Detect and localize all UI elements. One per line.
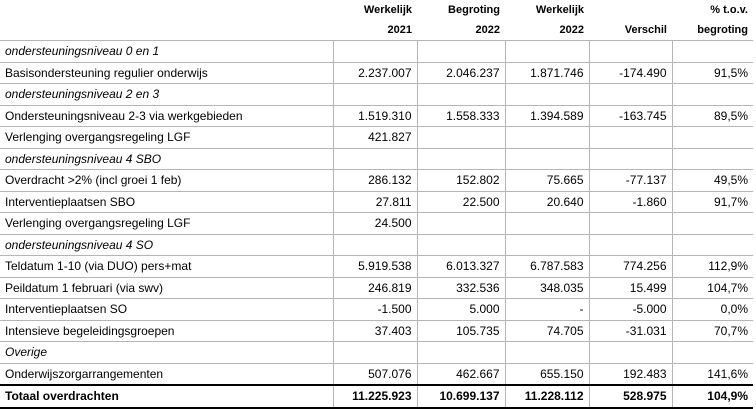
section-label: Overige: [0, 342, 333, 364]
werkelijk-2021-cell: 27.811: [333, 191, 417, 213]
begroting-2022-cell: 22.500: [417, 191, 505, 213]
row-label: Onderwijszorgarrangementen: [0, 363, 333, 385]
empty-cell: [505, 84, 589, 106]
verschil-cell: [589, 213, 672, 235]
percentage-cell: 0,0%: [672, 299, 753, 321]
empty-cell: [672, 41, 753, 63]
empty-cell: [417, 342, 505, 364]
total-werkelijk-2022: 11.228.112: [505, 385, 589, 408]
total-verschil: 528.975: [589, 385, 672, 408]
table-row: [0, 105, 753, 127]
header-cell: [589, 0, 672, 20]
table-row: [0, 191, 753, 213]
header-cell: Begroting: [448, 4, 500, 16]
header-cell: begroting: [672, 20, 753, 41]
werkelijk-2021-cell: 37.403: [333, 320, 417, 342]
begroting-2022-cell: 332.536: [417, 277, 505, 299]
header-cell: 2022: [505, 20, 589, 41]
empty-cell: [672, 342, 753, 364]
percentage-cell: 89,5%: [672, 105, 753, 127]
total-percentage: 104,9%: [672, 385, 753, 408]
section-label: ondersteuningsniveau 2 en 3: [0, 84, 333, 106]
begroting-2022-cell: 105.735: [417, 320, 505, 342]
werkelijk-2022-cell: 20.640: [505, 191, 589, 213]
begroting-2022-cell: 462.667: [417, 363, 505, 385]
empty-cell: [333, 234, 417, 256]
header-cell: % t.o.v.: [710, 4, 748, 16]
header-row-1: [0, 0, 753, 20]
section-header-row: [0, 148, 753, 170]
section-header-row: [0, 342, 753, 364]
percentage-cell: 104,7%: [672, 277, 753, 299]
percentage-cell: [672, 127, 753, 149]
empty-cell: [505, 148, 589, 170]
werkelijk-2022-cell: 348.035: [505, 277, 589, 299]
verschil-cell: -174.490: [589, 62, 672, 84]
header-cell: 2021: [333, 20, 417, 41]
table-row: [0, 256, 753, 278]
werkelijk-2022-cell: [505, 213, 589, 235]
header-cell: Werkelijk: [363, 4, 412, 16]
total-label: Totaal overdrachten: [0, 385, 333, 408]
empty-cell: [589, 148, 672, 170]
werkelijk-2021-cell: 5.919.538: [333, 256, 417, 278]
begroting-2022-cell: 6.013.327: [417, 256, 505, 278]
header-cell: Verschil: [589, 20, 672, 41]
werkelijk-2022-cell: [505, 127, 589, 149]
percentage-cell: [672, 213, 753, 235]
werkelijk-2022-cell: 1.871.746: [505, 62, 589, 84]
begroting-2022-cell: 5.000: [417, 299, 505, 321]
empty-cell: [589, 342, 672, 364]
row-label: Basisondersteuning regulier onderwijs: [0, 62, 333, 84]
header-cell: Werkelijk: [535, 4, 584, 16]
empty-cell: [333, 148, 417, 170]
empty-cell: [333, 41, 417, 63]
total-werkelijk-2021: 11.225.923: [333, 385, 417, 408]
empty-cell: [672, 234, 753, 256]
werkelijk-2021-cell: 421.827: [333, 127, 417, 149]
row-label: Verlenging overgangsregeling LGF: [0, 127, 333, 149]
werkelijk-2021-cell: 2.237.007: [333, 62, 417, 84]
verschil-cell: -163.745: [589, 105, 672, 127]
werkelijk-2022-cell: 655.150: [505, 363, 589, 385]
verschil-cell: -1.860: [589, 191, 672, 213]
table-row: [0, 363, 753, 385]
werkelijk-2021-cell: 1.519.310: [333, 105, 417, 127]
section-header-row: [0, 84, 753, 106]
percentage-cell: 91,5%: [672, 62, 753, 84]
section-label: ondersteuningsniveau 0 en 1: [0, 41, 333, 63]
table-row: [0, 277, 753, 299]
begroting-2022-cell: [417, 127, 505, 149]
row-label: Overdracht >2% (incl groei 1 feb): [0, 170, 333, 192]
werkelijk-2022-cell: 74.705: [505, 320, 589, 342]
total-row: [0, 385, 753, 408]
verschil-cell: -31.031: [589, 320, 672, 342]
row-label: Peildatum 1 februari (via swv): [0, 277, 333, 299]
begroting-2022-cell: [417, 213, 505, 235]
verschil-cell: 192.483: [589, 363, 672, 385]
section-header-row: [0, 41, 753, 63]
empty-cell: [505, 234, 589, 256]
begroting-2022-cell: 1.558.333: [417, 105, 505, 127]
werkelijk-2021-cell: 286.132: [333, 170, 417, 192]
empty-cell: [417, 234, 505, 256]
table-row: [0, 127, 753, 149]
empty-cell: [417, 41, 505, 63]
row-label: Intensieve begeleidingsgroepen: [0, 320, 333, 342]
row-label: Interventieplaatsen SO: [0, 299, 333, 321]
section-label: ondersteuningsniveau 4 SBO: [0, 148, 333, 170]
empty-cell: [505, 342, 589, 364]
werkelijk-2021-cell: -1.500: [333, 299, 417, 321]
percentage-cell: 141,6%: [672, 363, 753, 385]
werkelijk-2022-cell: 6.787.583: [505, 256, 589, 278]
werkelijk-2022-cell: 75.665: [505, 170, 589, 192]
empty-cell: [505, 41, 589, 63]
header-row-2: [0, 20, 753, 41]
header-cell: [0, 0, 333, 20]
empty-cell: [589, 234, 672, 256]
percentage-cell: 112,9%: [672, 256, 753, 278]
werkelijk-2022-cell: -: [505, 299, 589, 321]
row-label: Verlenging overgangsregeling LGF: [0, 213, 333, 235]
begroting-2022-cell: 2.046.237: [417, 62, 505, 84]
table-row: [0, 170, 753, 192]
table-row: [0, 213, 753, 235]
empty-cell: [589, 84, 672, 106]
empty-cell: [333, 342, 417, 364]
row-label: Interventieplaatsen SBO: [0, 191, 333, 213]
empty-cell: [417, 84, 505, 106]
werkelijk-2022-cell: 1.394.589: [505, 105, 589, 127]
section-label: ondersteuningsniveau 4 SO: [0, 234, 333, 256]
begroting-2022-cell: 152.802: [417, 170, 505, 192]
row-label: Teldatum 1-10 (via DUO) pers+mat: [0, 256, 333, 278]
total-begroting-2022: 10.699.137: [417, 385, 505, 408]
header-cell: [0, 20, 333, 41]
section-header-row: [0, 234, 753, 256]
werkelijk-2021-cell: 246.819: [333, 277, 417, 299]
empty-cell: [672, 84, 753, 106]
empty-cell: [672, 148, 753, 170]
percentage-cell: 49,5%: [672, 170, 753, 192]
table-body: [0, 41, 753, 386]
table-row: [0, 299, 753, 321]
werkelijk-2021-cell: 24.500: [333, 213, 417, 235]
empty-cell: [417, 148, 505, 170]
verschil-cell: 15.499: [589, 277, 672, 299]
table-row: [0, 320, 753, 342]
empty-cell: [589, 41, 672, 63]
verschil-cell: -5.000: [589, 299, 672, 321]
table-row: [0, 62, 753, 84]
verschil-cell: -77.137: [589, 170, 672, 192]
empty-cell: [333, 84, 417, 106]
header-cell: 2022: [417, 20, 505, 41]
percentage-cell: 70,7%: [672, 320, 753, 342]
percentage-cell: 91,7%: [672, 191, 753, 213]
werkelijk-2021-cell: 507.076: [333, 363, 417, 385]
verschil-cell: [589, 127, 672, 149]
verschil-cell: 774.256: [589, 256, 672, 278]
row-label: Ondersteuningsniveau 2-3 via werkgebieden: [0, 105, 333, 127]
